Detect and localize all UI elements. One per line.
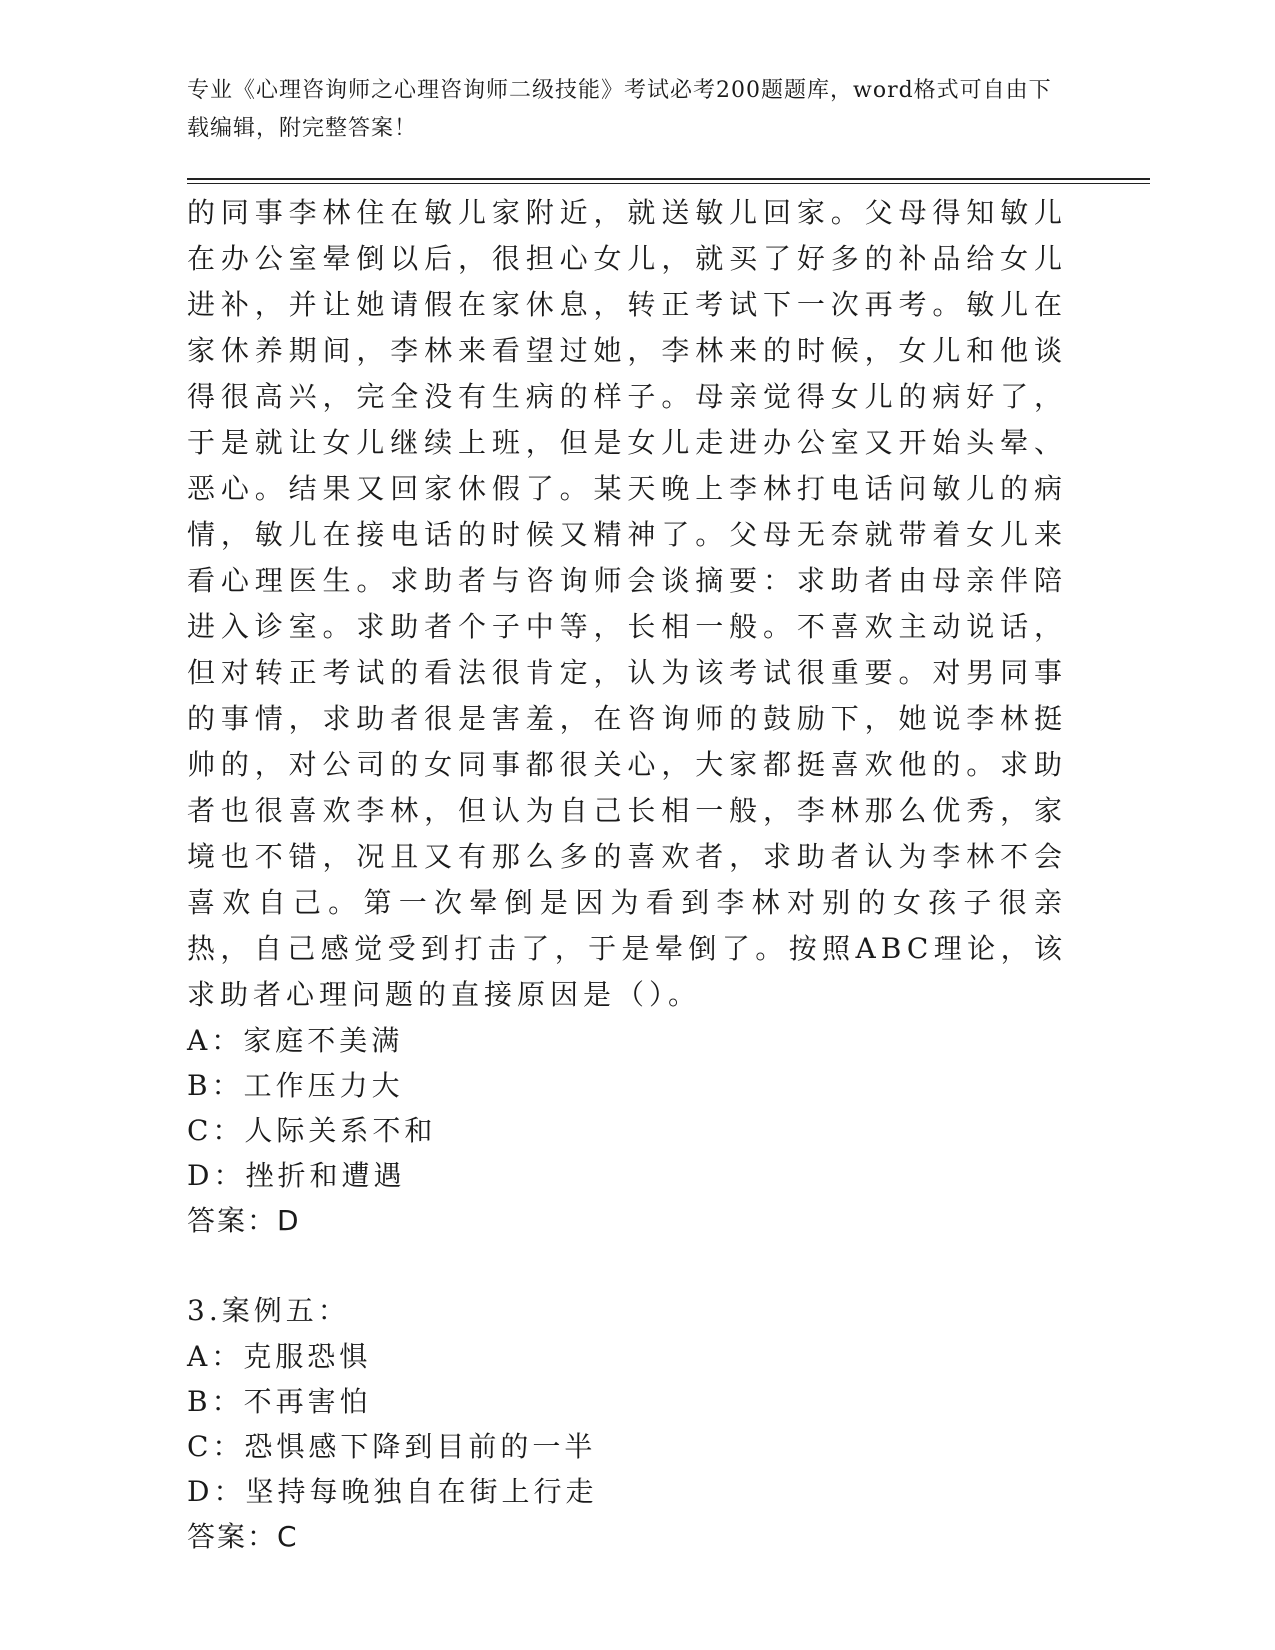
question-2 [187,190,1067,1244]
document-header: 专业《心理咨询师之心理咨询师二级技能》考试必考200题题库，word格式可自由下载编辑，附完整答案！ [187,78,1052,141]
question-3-option-d: D：坚持每晚独自在街上行走 [187,1475,598,1508]
question-3-option-c: C：恐惧感下降到目前的一半 [187,1430,597,1463]
question-3-title: 3.案例五： [187,1294,350,1327]
document-body [187,190,1067,1560]
question-2-answer: 答案：D [187,1204,301,1237]
section-spacer [187,1244,1067,1288]
question-2-option-a: A：家庭不美满 [187,1024,404,1057]
question-3-answer: 答案：C [187,1520,299,1553]
header-divider-thin [187,183,1150,184]
question-3-option-a: A：克服恐惧 [187,1340,372,1373]
question-2-option-b: B：工作压力大 [187,1069,404,1102]
question-2-text: 的同事李林住在敏儿家附近，就送敏儿回家。父母得知敏儿在办公室晕倒以后，很担心女儿，就买了好多的补品给女儿进补，并让她请假在家休息，转正考试下一次再考。敏儿在家休养期间，李林来看望过她，李林来的时候，女儿和他谈得很高兴，完全没有生病的样子。母亲觉得女儿的病好了，于是就让女儿继续上班，但是女儿走进办公室又开始头晕、恶心。结果又回家休假了。某天晚上李林打电话问敏儿的病情，敏儿在接电话的时候又精神了。父母无奈就带着女儿来看心理医生。求助者与咨询师会谈摘要：求助者由母亲伴陪进入诊室。求助者个子中等，长相一般。不喜欢主动说话，但对转正考试的看法很肯定，认为该考试很重要。对男同事的事情，求助者很是害羞，在咨询师的鼓励下，她说李林挺帅的，对公司的女同事都很关心，大家都挺喜欢他的。求助者也很喜欢李林，但认为自己长相一般，李林那么优秀，家境也不错，况且又有那么多的喜欢者，求助者认为李林不会喜欢自己。第一次晕倒是因为看到李林对别的女孩子很亲热，自己感觉受到打击了，于是晕倒了。按照ABC理论，该求助者心理问题的直接原因是（）。 [187,196,1067,1011]
question-3-option-b: B：不再害怕 [187,1385,372,1418]
question-2-option-d: D：挫折和遭遇 [187,1159,406,1192]
question-3 [187,1288,1067,1560]
header-divider-thick [187,178,1150,180]
question-2-option-c: C：人际关系不和 [187,1114,437,1147]
